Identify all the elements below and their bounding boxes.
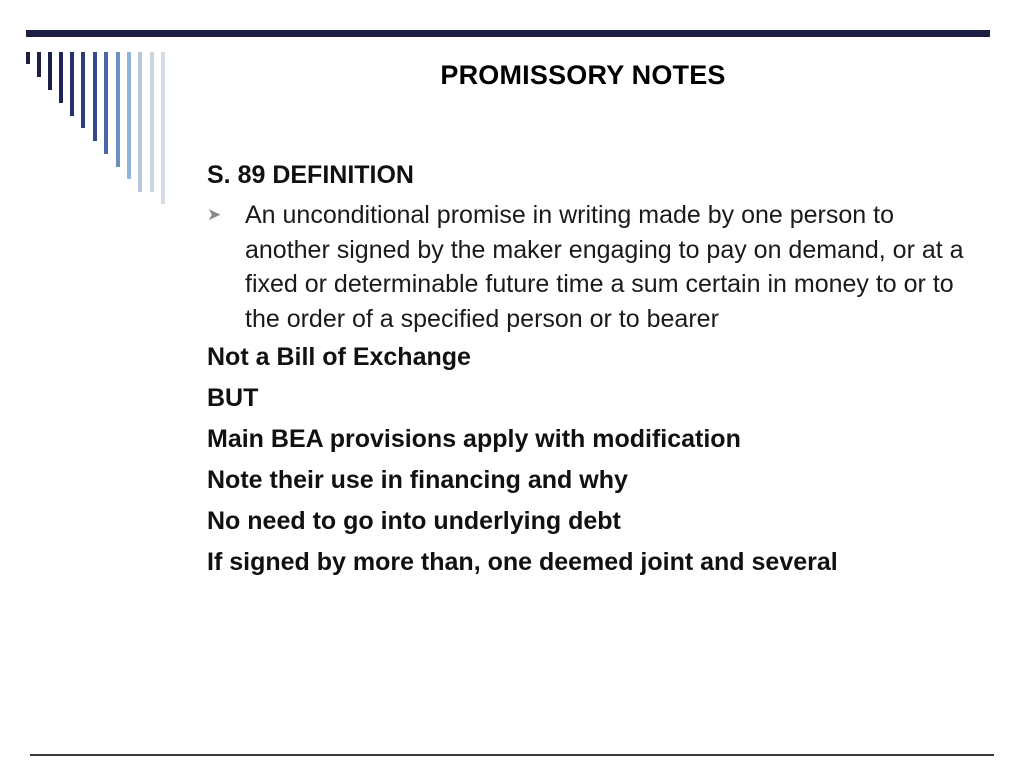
section-heading: S. 89 DEFINITION <box>207 161 414 189</box>
stripe <box>48 52 52 90</box>
point-not-bill: Not a Bill of Exchange <box>207 343 471 371</box>
stripe <box>116 52 120 167</box>
decorative-stripes <box>0 0 200 220</box>
stripe <box>104 52 108 154</box>
stripe <box>161 52 165 204</box>
stripe <box>138 52 142 192</box>
point-bea-provisions: Main BEA provisions apply with modification <box>207 425 741 453</box>
stripe <box>150 52 154 192</box>
point-joint-several: If signed by more than, one deemed joint and several <box>207 548 838 576</box>
slide-title: PROMISSORY NOTES <box>440 60 726 90</box>
stripe <box>127 52 131 179</box>
stripe <box>93 52 97 141</box>
stripe <box>26 52 30 64</box>
definition-bullet <box>207 198 977 336</box>
point-but: BUT <box>207 384 259 412</box>
arrow-bullet-icon: ➤ <box>207 205 222 224</box>
stripe <box>81 52 85 128</box>
point-underlying-debt: No need to go into underlying debt <box>207 507 621 535</box>
stripe <box>59 52 63 103</box>
bottom-rule <box>30 754 994 756</box>
definition-text: An unconditional promise in writing made by one person to another signed by the maker engaging to pay on demand, or at a fixed or determinable future time a sum certain in money to or to the order of a specified person or to bearer <box>245 201 964 333</box>
stripe <box>37 52 41 77</box>
stripe <box>70 52 74 116</box>
point-financing-use: Note their use in financing and why <box>207 466 628 494</box>
slide-body <box>207 160 977 588</box>
